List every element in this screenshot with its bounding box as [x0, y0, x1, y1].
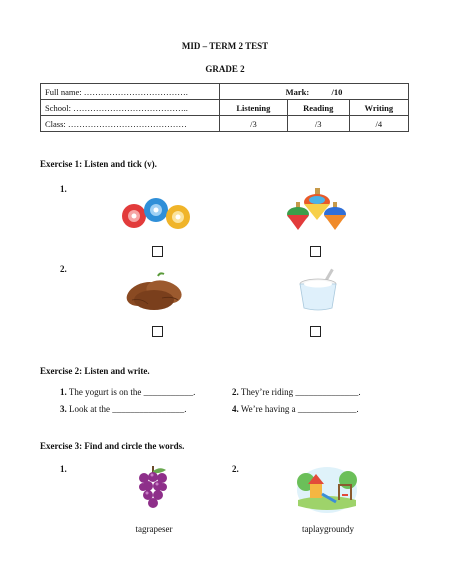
reading-header: Reading — [287, 100, 349, 116]
item-number: 4. — [232, 404, 239, 414]
exercise1-q2-number: 2. — [60, 264, 67, 274]
exercise3-title: Exercise 3: Find and circle the words. — [40, 441, 185, 451]
sweet-potatoes-image — [122, 270, 192, 312]
listening-header: Listening — [220, 100, 288, 116]
spinning-tops-image — [286, 186, 348, 234]
word-puzzle-2: taplaygroundy — [302, 524, 354, 534]
writing-score: /4 — [349, 116, 408, 132]
mark-cell — [220, 84, 409, 100]
listening-score: /3 — [220, 116, 288, 132]
q1-option-a-checkbox[interactable] — [152, 246, 163, 257]
playground-image — [296, 462, 358, 514]
exercise2-item — [232, 387, 361, 397]
item-number: 3. — [60, 404, 67, 414]
exercise3-q2-number: 2. — [232, 464, 239, 474]
exercise2-item — [60, 387, 195, 397]
item-text: The yogurt is on the ___________. — [66, 387, 196, 397]
q1-option-b-checkbox[interactable] — [310, 246, 321, 257]
yogurt-image — [294, 266, 346, 314]
exercise1-q1-number: 1. — [60, 184, 67, 194]
mark-label: Mark: — [285, 86, 310, 97]
school-cell: School: ………………………………….. — [41, 100, 220, 116]
grapes-image — [136, 464, 170, 516]
item-text: We’re having a _____________. — [238, 404, 359, 414]
item-text: Look at the ________________. — [66, 404, 187, 414]
exercise3-q1-number: 1. — [60, 464, 67, 474]
item-number: 2. — [232, 387, 239, 397]
q2-option-b-checkbox[interactable] — [310, 326, 321, 337]
exercise1-title: Exercise 1: Listen and tick (v). — [40, 159, 157, 169]
buttons-image — [120, 196, 192, 232]
exercise2-item — [232, 404, 359, 414]
q2-option-a-checkbox[interactable] — [152, 326, 163, 337]
class-cell: Class: …………………………………… — [41, 116, 220, 132]
test-title: MID – TERM 2 TEST — [181, 41, 269, 51]
reading-score: /3 — [287, 116, 349, 132]
mark-total: /10 — [331, 86, 343, 97]
grade-label: GRADE 2 — [205, 64, 245, 74]
exercise2-item — [60, 404, 187, 414]
writing-header: Writing — [349, 100, 408, 116]
item-number: 1. — [60, 387, 67, 397]
item-text: They’re riding ______________. — [238, 387, 361, 397]
full-name-cell: Full name: ………………………………. — [41, 84, 220, 100]
word-puzzle-1: tagrapeser — [135, 524, 173, 534]
exercise2-title: Exercise 2: Listen and write. — [40, 366, 150, 376]
info-table — [40, 83, 409, 132]
